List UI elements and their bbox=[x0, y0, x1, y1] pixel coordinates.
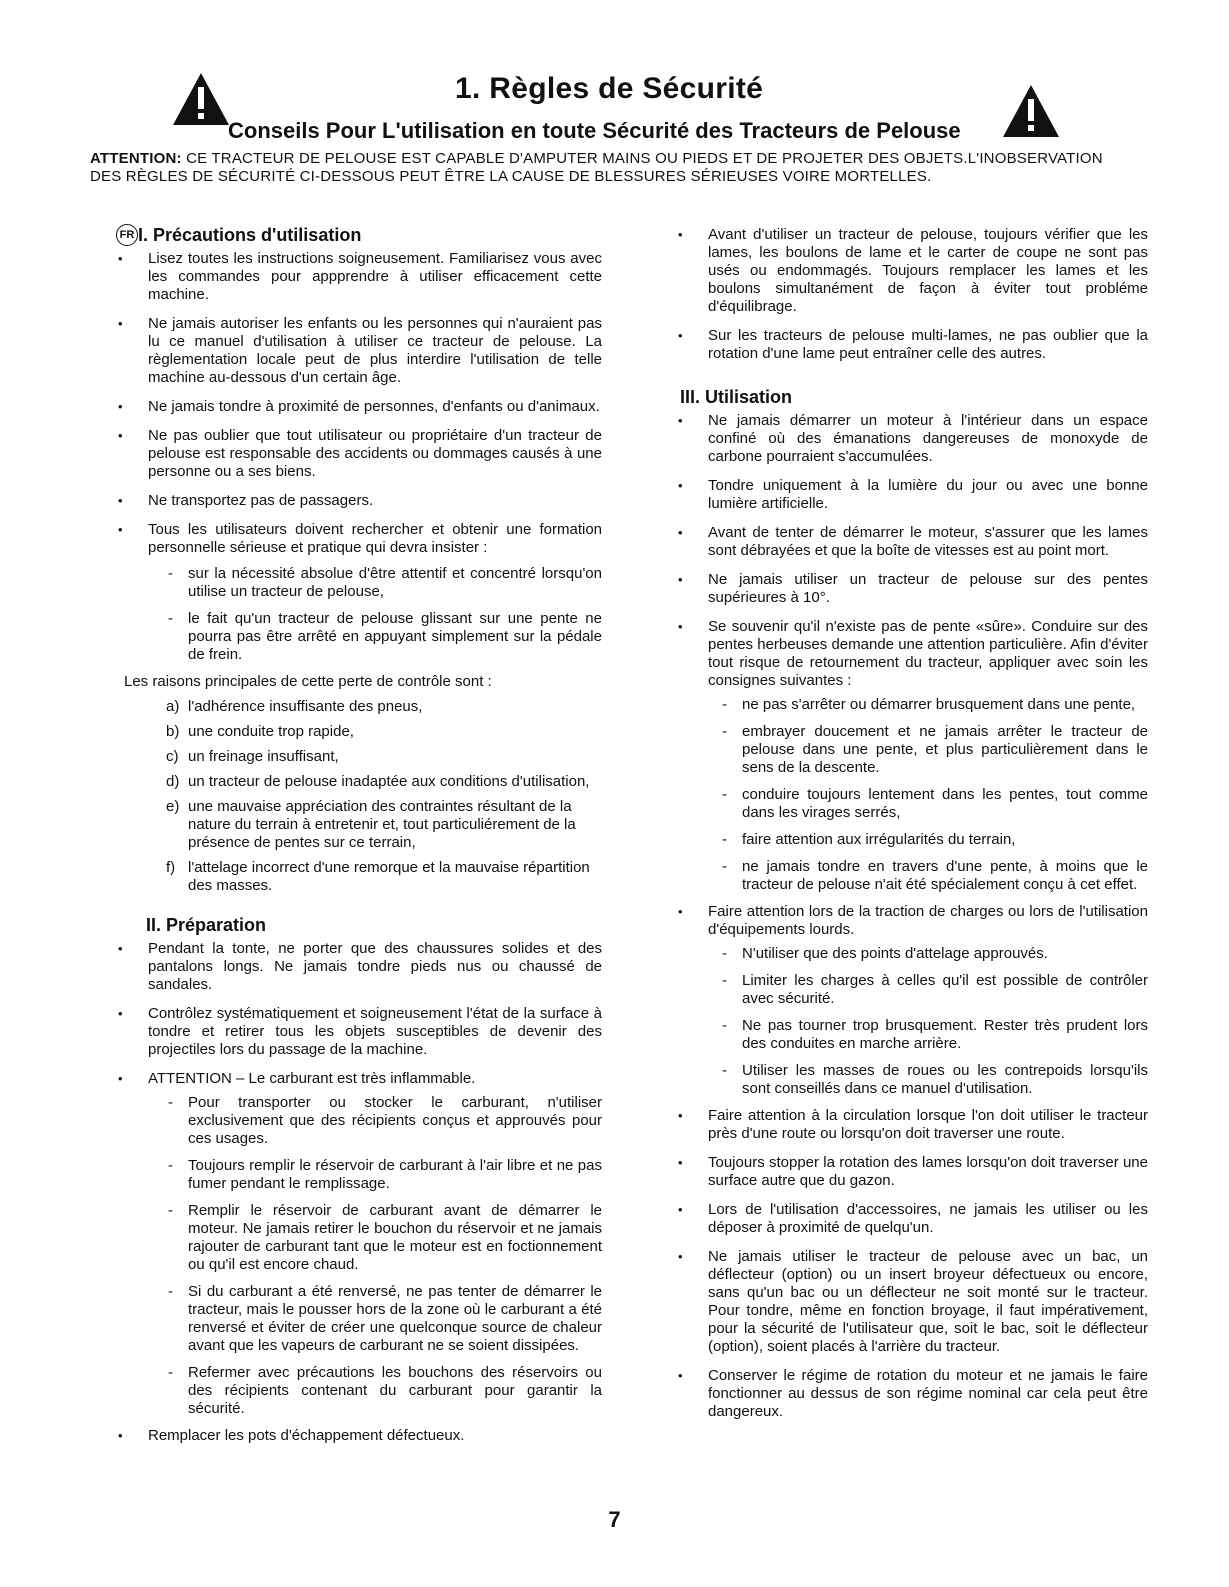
list-item: • Ne jamais utiliser le tracteur de pelouse avec un bac, un déflecteur (option) ou un insert broyeur défectueux ou encore, sans qu'un bac ou un déflecteur ne soit monté sur le tracteur. Pour tondre, même en fonction broyage, il faut impérativement, pour la sécurité de l'utilisateur que, soit le bac, soit le déflecteur (option), soient placés à l'arrière du tracteur. bbox=[678, 1248, 1148, 1355]
sub-list-item: - conduire toujours lentement dans les pentes, tout comme dans les virages serrés, bbox=[722, 786, 1148, 821]
list-item: • Pendant la tonte, ne porter que des chaussures solides et des pantalons longs. Ne jamais tondre pieds nus ou chaussé de sandales. bbox=[118, 940, 602, 993]
list-item: • Toujours stopper la rotation des lames lorsqu'on doit traverser une surface autre que du gazon. bbox=[678, 1154, 1148, 1189]
list-item: • Avant de tenter de démarrer le moteur, s'assurer que les lames sont débrayées et que la boîte de vitesses est au point mort. bbox=[678, 524, 1148, 559]
list-item: • Ne pas oublier que tout utilisateur ou propriétaire d'un tracteur de pelouse est responsable des accidents ou dommages causés à une personne ou a ses biens. bbox=[118, 427, 602, 480]
sub-list-item: - N'utiliser que des points d'attelage approuvés. bbox=[722, 945, 1048, 962]
sub-list-item: - ne pas s'arrêter ou démarrer brusquement dans une pente, bbox=[722, 696, 1136, 713]
sub-list-item: - faire attention aux irrégularités du terrain, bbox=[722, 831, 1016, 848]
sub-list-item: - Si du carburant a été renversé, ne pas tenter de démarrer le tracteur, mais le pousser hors de la zone où le carburant a été renversé et éviter de créer une quelconque source de chaleur avant que les vapeurs de carburant ne se soient dissipées. bbox=[168, 1283, 602, 1354]
list-item: • Tous les utilisateurs doivent rechercher et obtenir une formation personnelle sérieuse et pratique qui devra insister : bbox=[118, 521, 602, 556]
list-item: • Sur les tracteurs de pelouse multi-lames, ne pas oublier que la rotation d'une lame peut entraîner celle des autres. bbox=[678, 327, 1148, 362]
list-item: • Lisez toutes les instructions soigneusement. Familiarisez vous avec les commandes pour appprendre à utiliser efficacement cette machine. bbox=[118, 250, 602, 303]
list-item: • Conserver le régime de rotation du moteur et ne jamais le faire fonctionner au dessus de son régime nominal car cela peut être dangereux. bbox=[678, 1367, 1148, 1420]
section-title-precautions: I. Précautions d'utilisation bbox=[138, 225, 362, 245]
list-item: • Ne jamais utiliser un tracteur de pelouse sur des pentes supérieures à 10°. bbox=[678, 571, 1148, 606]
warning-triangle-icon bbox=[170, 70, 232, 128]
reason-item: f) l'attelage incorrect d'une remorque et la mauvaise répartition des masses. bbox=[166, 859, 590, 894]
fr-language-badge: FR bbox=[116, 224, 138, 246]
reason-item: a) l'adhérence insuffisante des pneus, bbox=[166, 698, 423, 715]
sub-list-item: - Refermer avec précautions les bouchons des réservoirs ou des récipients contenant du carburant pour garantir la sécurité. bbox=[168, 1364, 602, 1417]
section-title-utilisation: III. Utilisation bbox=[680, 387, 793, 407]
sub-list-item: - sur la nécessité absolue d'être attentif et concentré lorsqu'on utilise un tracteur de pelouse, bbox=[168, 565, 602, 600]
list-item: • Ne jamais démarrer un moteur à l'intérieur dans un espace confiné où des émanations dangereuses de monoxyde de carbone pourraient s'accumulées. bbox=[678, 412, 1148, 465]
right-column bbox=[678, 226, 1148, 1432]
reason-item: e) une mauvaise appréciation des contraintes résultant de la nature du terrain à entretenir et, tout particuliérement de la présence de pentes sur ce terrain, bbox=[166, 798, 576, 851]
list-item: • Avant d'utiliser un tracteur de pelouse, toujours vérifier que les lames, les boulons de lame et le carter de coupe ne sont pas usés ou endommagés. Toujours remplacer les lames et les boulons simultanément de façon à éviter tout probléme d'équilibrage. bbox=[678, 226, 1148, 315]
sub-list-item: - Utiliser les masses de roues ou les contrepoids lorsqu'ils sont conseillés dans ce manuel d'utilisation. bbox=[722, 1062, 1148, 1097]
list-item: • Contrôlez systématiquement et soigneusement l'état de la surface à tondre et retirer tous les objets susceptibles de devenir des projectiles lors du passage de la machine. bbox=[118, 1005, 602, 1058]
list-item: • ATTENTION – Le carburant est très inflammable. bbox=[118, 1070, 476, 1087]
sub-list-item: - ne jamais tondre en travers d'une pente, à moins que le tracteur de pelouse n'ait été spécialement conçu à cet effet. bbox=[722, 858, 1148, 893]
section-heading bbox=[119, 225, 602, 245]
sub-list-item: - Pour transporter ou stocker le carburant, n'utiliser exclusivement que des récipients conçus et approuvés pour ces usages. bbox=[168, 1094, 602, 1147]
list-item: • Faire attention lors de la traction de charges ou lors de l'utilisation d'équipements lourds. bbox=[678, 903, 1148, 938]
warning-triangle-icon bbox=[1000, 82, 1062, 140]
sub-list-item: - Ne pas tourner trop brusquement. Rester très prudent lors des conduites en marche arrière. bbox=[722, 1017, 1148, 1052]
list-item: • Faire attention à la circulation lorsque l'on doit utiliser le tracteur près d'une route ou lorsqu'on doit traverser une route. bbox=[678, 1107, 1148, 1142]
page-number: 7 bbox=[608, 1507, 621, 1532]
list-item: • Remplacer les pots d'échappement défectueux. bbox=[118, 1427, 465, 1444]
list-item: • Ne jamais tondre à proximité de personnes, d'enfants ou d'animaux. bbox=[118, 398, 600, 415]
reason-item: c) un freinage insuffisant, bbox=[166, 748, 339, 765]
attention-label: ATTENTION: bbox=[90, 150, 182, 167]
page-title: 1. Règles de Sécurité bbox=[455, 72, 764, 105]
sub-list-item: - Limiter les charges à celles qu'il est possible de contrôler avec sécurité. bbox=[722, 972, 1148, 1007]
reasons-intro: Les raisons principales de cette perte de contrôle sont : bbox=[124, 673, 492, 690]
list-item: • Ne jamais autoriser les enfants ou les personnes qui n'auraient pas lu ce manuel d'utilisation à utiliser ce tracteur de pelouse. La règlementation locale peut de plus interdire l'utilisation de telle machine au-dessous d'un certain âge. bbox=[118, 315, 602, 386]
section-title-preparation: II. Préparation bbox=[146, 915, 267, 935]
list-item: • Lors de l'utilisation d'accessoires, ne jamais les utiliser ou les déposer à proximité de quelqu'un. bbox=[678, 1201, 1148, 1236]
sub-list-item: - le fait qu'un tracteur de pelouse glissant sur une pente ne pourra pas être arrêté en appuyant simplement sur la pédale de frein. bbox=[168, 610, 602, 663]
sub-list-item: - Toujours remplir le réservoir de carburant à l'air libre et ne pas fumer pendant le remplissage. bbox=[168, 1157, 602, 1192]
list-item: • Se souvenir qu'il n'existe pas de pente «sûre». Conduire sur des pentes herbeuses demande une attention particulière. Afin d'éviter tout risque de retournement du tracteur, appliquer avec soin les consignes suivantes : bbox=[678, 618, 1148, 689]
attention-text: CE TRACTEUR DE PELOUSE EST CAPABLE D'AMPUTER MAINS OU PIEDS ET DE PROJETER DES OBJETS.L'INOBSERVATION DES RÈGLES DE SÉCURITÉ CI-DESSOUS PEUT ÊTRE LA CAUSE DE BLESSURES SÉRIEUSES VOIRE MORTELLES. bbox=[90, 150, 1103, 185]
list-item: • Ne transportez pas de passagers. bbox=[118, 492, 374, 509]
list-item: • Tondre uniquement à la lumière du jour ou avec une bonne lumière artificielle. bbox=[678, 477, 1148, 512]
page-subtitle: Conseils Pour L'utilisation en toute Sécurité des Tracteurs de Pelouse bbox=[228, 118, 961, 143]
sub-list-item: - embrayer doucement et ne jamais arrêter le tracteur de pelouse dans une pente, et plus particulièrement dans le sens de la descente. bbox=[722, 723, 1148, 776]
attention-warning bbox=[90, 150, 1130, 186]
sub-list-item: - Remplir le réservoir de carburant avant de démarrer le moteur. Ne jamais retirer le bouchon du réservoir et ne jamais rajouter de carburant tant que le moteur est en foctionnement ou qu'il est encore chaud. bbox=[168, 1202, 602, 1273]
left-column bbox=[110, 226, 602, 1456]
reason-item: d) un tracteur de pelouse inadaptée aux conditions d'utilisation, bbox=[166, 773, 590, 790]
reason-item: b) une conduite trop rapide, bbox=[166, 723, 354, 740]
